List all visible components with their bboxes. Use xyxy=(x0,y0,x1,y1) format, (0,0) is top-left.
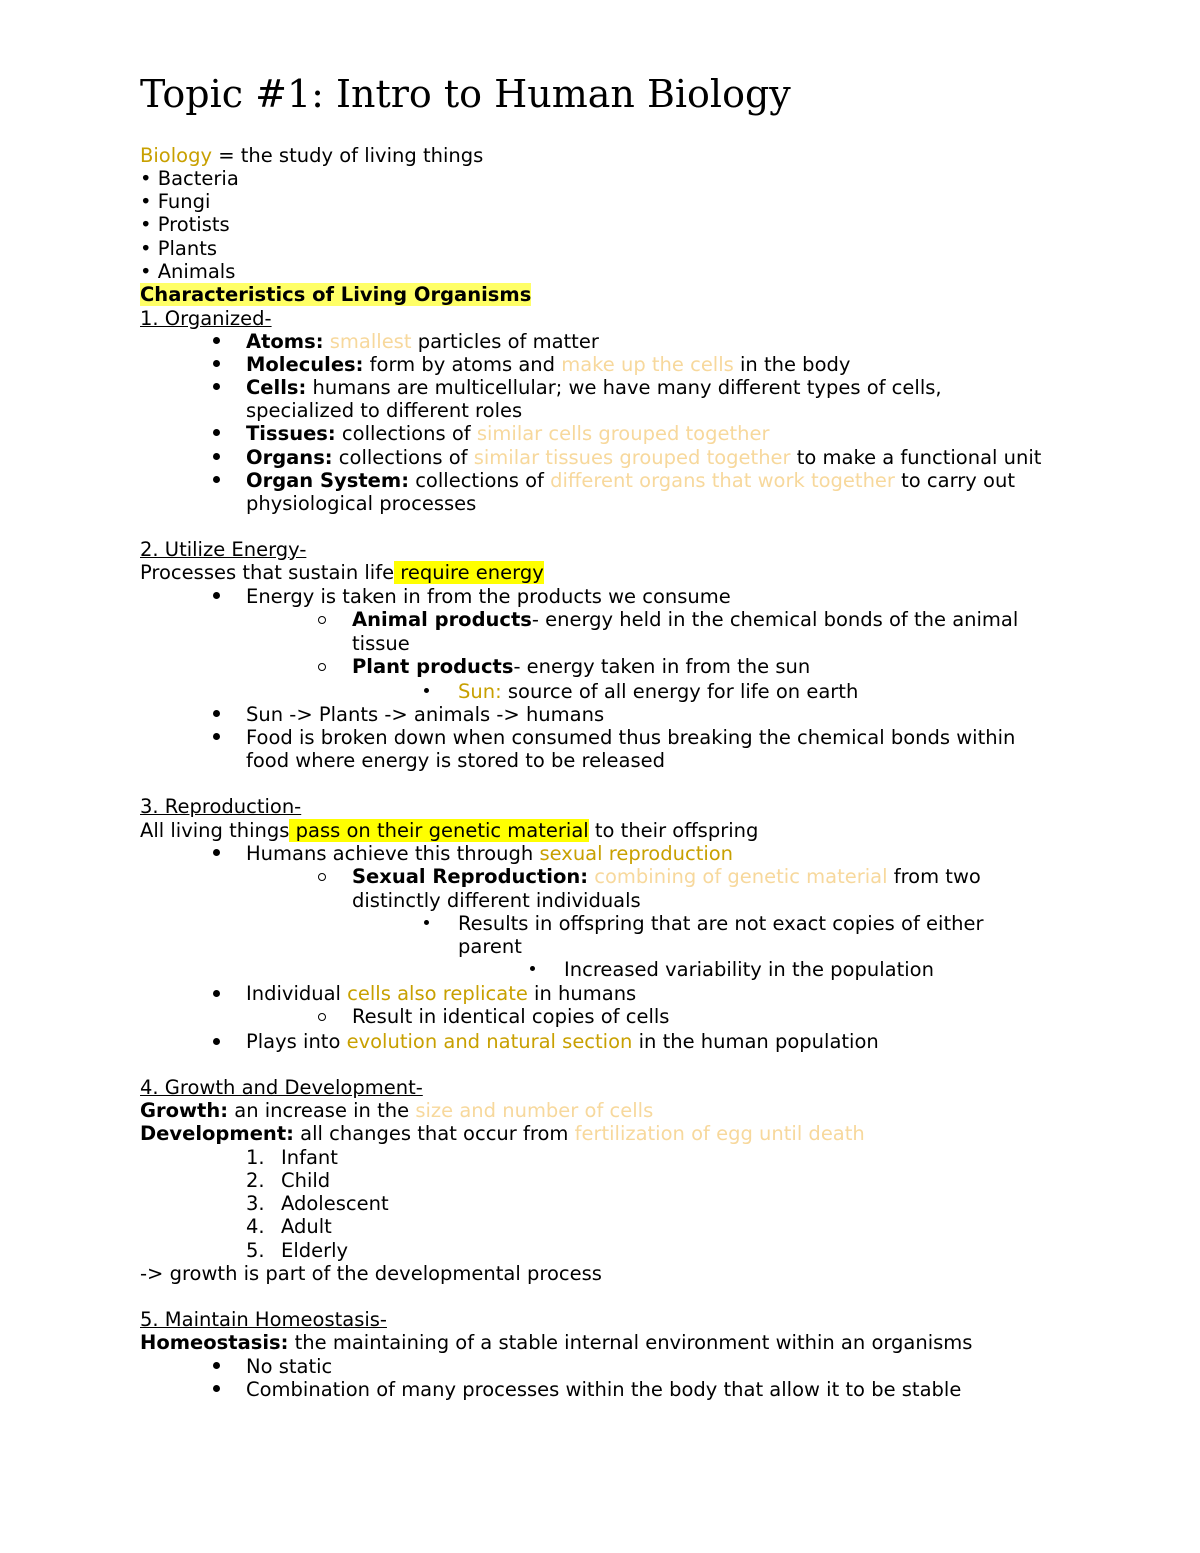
list-item: Sun -> Plants -> animals -> humans xyxy=(246,703,605,726)
list-item-number: 2. xyxy=(246,1169,265,1192)
reproduction-intro: All living things pass on their genetic material to their offspring xyxy=(140,819,759,842)
list-item: Combination of many processes within the body that allow it to be stable xyxy=(246,1378,962,1401)
section-heading-growth: 4. Growth and Development- xyxy=(140,1076,423,1099)
bullet-icon xyxy=(213,1385,220,1392)
list-item-cont: parent xyxy=(458,935,522,958)
list-item: • Animals xyxy=(140,260,236,283)
list-item-cells-cont: specialized to different roles xyxy=(246,399,523,422)
growth-note: -> growth is part of the developmental process xyxy=(140,1262,602,1285)
list-item-tissues: Tissues: collections of similar cells grouped together xyxy=(246,422,770,445)
circle-bullet-icon xyxy=(318,616,326,624)
circle-bullet-icon xyxy=(318,663,326,671)
bullet-icon xyxy=(213,710,220,717)
list-item-animal-products: Animal products- energy held in the chemical bonds of the animal xyxy=(352,608,1019,631)
list-item-organ-system: Organ System: collections of different organs that work together to carry out xyxy=(246,469,1015,492)
growth-definition: Growth: an increase in the size and number of cells xyxy=(140,1099,654,1122)
bullet-icon xyxy=(213,1038,220,1045)
list-item-stage: Infant xyxy=(281,1146,338,1169)
energy-intro: Processes that sustain life require energy xyxy=(140,561,544,584)
list-item-atoms: Atoms: smallest particles of matter xyxy=(246,330,599,353)
list-item-sun: Sun: source of all energy for life on earth xyxy=(458,680,859,703)
list-item: Results in offspring that are not exact copies of either xyxy=(458,912,984,935)
bullet-icon xyxy=(213,592,220,599)
list-item-number: 3. xyxy=(246,1192,265,1215)
square-bullet-icon xyxy=(530,966,535,971)
list-item: • Plants xyxy=(140,237,218,260)
list-item-sexual-reproduction-cont: distinctly different individuals xyxy=(352,889,641,912)
circle-bullet-icon xyxy=(318,873,326,881)
list-item-plant-products: Plant products- energy taken in from the sun xyxy=(352,655,811,678)
bullet-icon xyxy=(213,429,220,436)
list-item-cont: food where energy is stored to be released xyxy=(246,749,666,772)
list-item-molecules: Molecules: form by atoms and make up the cells in the body xyxy=(246,353,851,376)
list-item-number: 5. xyxy=(246,1239,265,1262)
characteristics-heading: Characteristics of Living Organisms xyxy=(140,283,532,306)
list-item: Food is broken down when consumed thus breaking the chemical bonds within xyxy=(246,726,1016,749)
list-item: No static xyxy=(246,1355,333,1378)
list-item: Humans achieve this through sexual reproduction xyxy=(246,842,734,865)
list-item: Increased variability in the population xyxy=(564,958,934,981)
bullet-icon xyxy=(213,733,220,740)
list-item-stage: Child xyxy=(281,1169,331,1192)
list-item: Result in identical copies of cells xyxy=(352,1005,670,1028)
bullet-icon xyxy=(213,453,220,460)
biology-term: Biology xyxy=(140,144,212,167)
list-item: • Fungi xyxy=(140,190,211,213)
section-heading-organized: 1. Organized- xyxy=(140,307,272,330)
bullet-icon xyxy=(213,337,220,344)
list-item: Plays into evolution and natural section in the human population xyxy=(246,1030,879,1053)
list-item-number: 4. xyxy=(246,1215,265,1238)
list-item: • Bacteria xyxy=(140,167,239,190)
homeostasis-definition: Homeostasis: the maintaining of a stable internal environment within an organisms xyxy=(140,1331,973,1354)
list-item-organs: Organs: collections of similar tissues grouped together to make a functional unit xyxy=(246,446,1042,469)
bullet-icon xyxy=(213,990,220,997)
bullet-icon xyxy=(213,360,220,367)
list-item: Energy is taken in from the products we consume xyxy=(246,585,731,608)
bullet-icon xyxy=(213,849,220,856)
section-heading-homeostasis: 5. Maintain Homeostasis- xyxy=(140,1308,387,1331)
list-item-stage: Adolescent xyxy=(281,1192,389,1215)
page-title: Topic #1: Intro to Human Biology xyxy=(140,72,791,116)
bullet-icon xyxy=(213,383,220,390)
list-item-cells: Cells: humans are multicellular; we have many different types of cells, xyxy=(246,376,942,399)
list-item-stage: Elderly xyxy=(281,1239,349,1262)
section-heading-reproduction: 3. Reproduction- xyxy=(140,795,302,818)
list-item-stage: Adult xyxy=(281,1215,332,1238)
biology-definition: Biology = the study of living things xyxy=(140,144,484,167)
list-item-number: 1. xyxy=(246,1146,265,1169)
list-item: • Protists xyxy=(140,213,230,236)
square-bullet-icon xyxy=(424,920,429,925)
development-definition: Development: all changes that occur from fertilization of egg until death xyxy=(140,1122,865,1145)
list-item-animal-products-cont: tissue xyxy=(352,632,410,655)
bullet-icon xyxy=(213,476,220,483)
bullet-icon xyxy=(213,1362,220,1369)
list-item-sexual-reproduction: Sexual Reproduction: combining of genetic material from two xyxy=(352,865,981,888)
section-heading-energy: 2. Utilize Energy- xyxy=(140,538,307,561)
square-bullet-icon xyxy=(424,688,429,693)
list-item: Individual cells also replicate in humans xyxy=(246,982,637,1005)
list-item-organ-system-cont: physiological processes xyxy=(246,492,477,515)
circle-bullet-icon xyxy=(318,1013,326,1021)
